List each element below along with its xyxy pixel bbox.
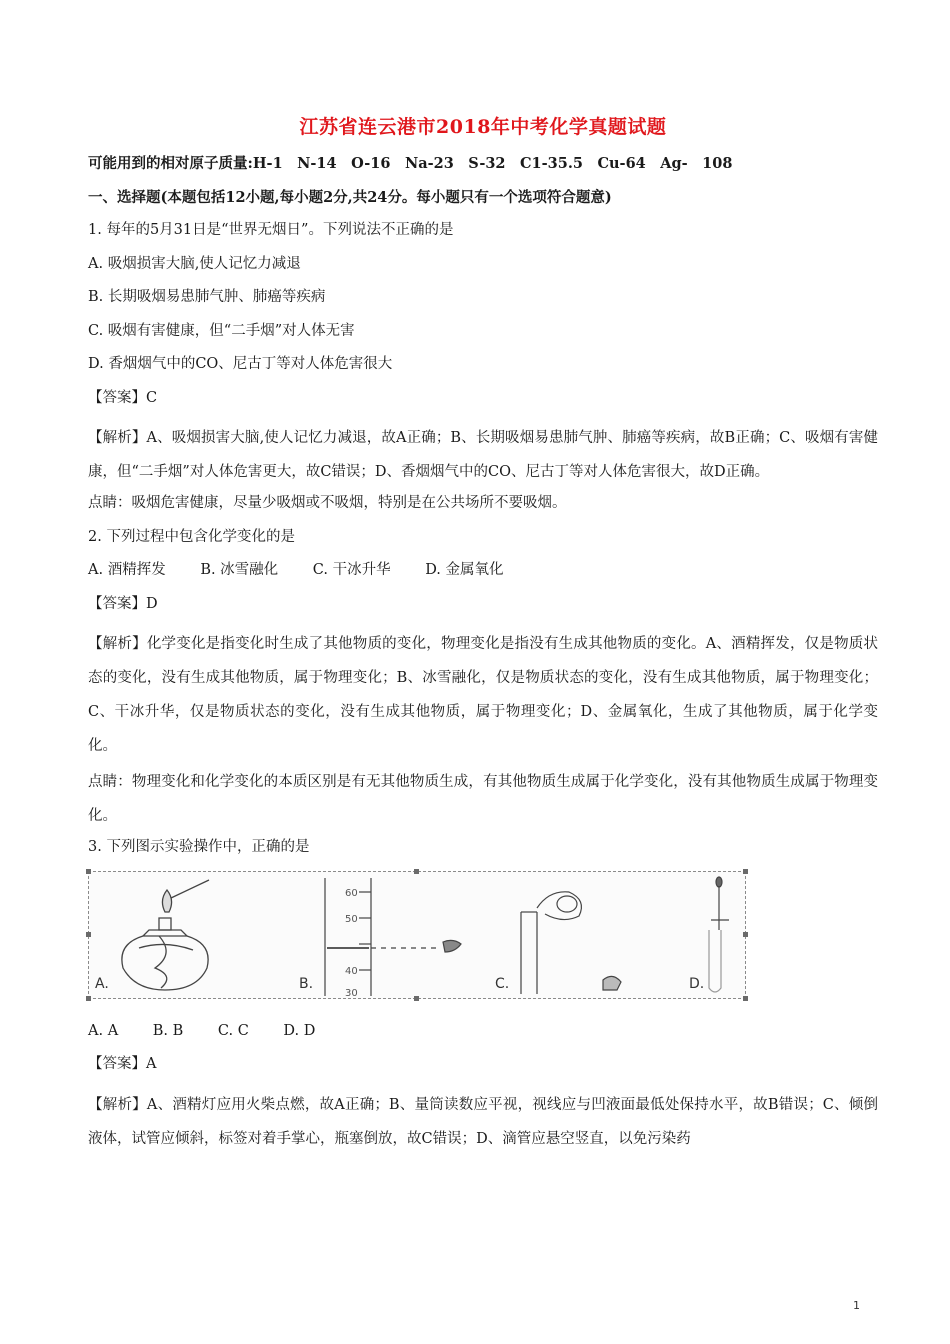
- q3-option-c: C. C: [217, 1022, 249, 1039]
- q1-answer: 【答案】C: [88, 389, 158, 406]
- q1-analysis: 【解析】A、吸烟损害大脑,使人记忆力减退，故A正确；B、长期吸烟易患肺气肿、肺癌等疾病，故B正确；C、吸烟有害健康，但“二手烟”对人体危害更大，故C错误；D、香烟烟气中的CO、尼古丁等对人体危害很大，故D正确。: [88, 430, 878, 480]
- section-heading: 一、选择题(本题包括12小题,每小题2分,共24分。每小题只有一个选项符合题意): [88, 188, 612, 206]
- q3-answer: 【答案】A: [88, 1056, 157, 1072]
- q3-option-d: D. D: [283, 1022, 316, 1039]
- experiment-figure: [88, 871, 746, 999]
- alcohol-lamp-illustration: [122, 880, 209, 990]
- q3-option-a: A. A: [88, 1022, 119, 1039]
- q1-tip: 点睛：吸烟危害健康，尽量少吸烟或不吸烟，特别是在公共场所不要吸烟。: [88, 495, 567, 511]
- q2-option-c: C. 干冰升华: [312, 562, 391, 578]
- q3-analysis: 【解析】A、酒精灯应用火柴点燃，故A正确；B、量筒读数应平视，视线应与凹液面最低处保持水平，故B错误；C、倾倒液体，试管应倾斜，标签对着手掌心，瓶塞倒放，故C错误；D、滴管应悬空竖直，以免污染药: [88, 1096, 878, 1147]
- figure-label-d: D.: [689, 975, 705, 992]
- q1-option-a: A. 吸烟损害大脑,使人记忆力减退: [88, 255, 301, 272]
- q3-stem: 3. 下列图示实验操作中，正确的是: [88, 839, 310, 855]
- cylinder-tick-label: 50: [345, 913, 358, 925]
- q1-option-b: B. 长期吸烟易患肺气肿、肺癌等疾病: [88, 289, 326, 305]
- cylinder-tick-label: 60: [345, 887, 358, 899]
- pouring-illustration: [521, 891, 621, 993]
- page-number: 1: [853, 1299, 860, 1312]
- page-title: 江苏省连云港市2018年中考化学真题试题: [299, 116, 667, 138]
- q3-option-b: B. B: [152, 1022, 184, 1039]
- figure-label-b: B.: [299, 975, 314, 992]
- q2-options: [88, 560, 878, 581]
- figure-label-a: A.: [95, 975, 109, 992]
- cylinder-tick-label: 40: [345, 965, 358, 977]
- q2-tip: 点睛：物理变化和化学变化的本质区别是有无其他物质生成，有其他物质生成属于化学变化，没有其他物质生成属于物理变化。: [88, 774, 878, 824]
- q1-option-c: C. 吸烟有害健康，但“二手烟”对人体无害: [88, 322, 355, 339]
- cylinder-tick-labels: [345, 888, 358, 998]
- q2-option-d: D. 金属氧化: [425, 562, 504, 578]
- q2-option-b: B. 冰雪融化: [200, 562, 279, 578]
- q1-option-d: D. 香烟烟气中的CO、尼古丁等对人体危害很大: [88, 356, 393, 372]
- q2-analysis: 【解析】化学变化是指变化时生成了其他物质的变化，物理变化是指没有生成其他物质的变化。A、酒精挥发，仅是物质状态的变化，没有生成其他物质，属于物理变化；B、冰雪融化，仅是物质状态的变化，没有生成其他物质，属于物理变化；C、干冰升华，仅是物质状态的变化，没有生成其他物质，属于物理变化；D、金属氧化，生成了其他物质，属于化学变化。: [88, 636, 878, 754]
- q1-stem: 1. 每年的5月31日是“世界无烟日”。下列说法不正确的是: [88, 222, 454, 238]
- q3-options: [88, 1021, 878, 1042]
- figure-label-c: C.: [495, 975, 510, 992]
- experiment-drawings: [89, 872, 745, 998]
- cylinder-tick-label: 30: [345, 987, 358, 998]
- dropper-illustration: [709, 877, 729, 992]
- document-page: [88, 112, 878, 1158]
- q2-option-a: A. 酒精挥发: [88, 562, 166, 578]
- atomic-mass-line: 可能用到的相对原子质量:H-1 N-14 O-16 Na-23 S-32 C1-35.5 Cu-64 Ag- 108: [88, 155, 733, 172]
- q2-stem: 2. 下列过程中包含化学变化的是: [88, 528, 295, 545]
- q2-answer: 【答案】D: [88, 595, 158, 612]
